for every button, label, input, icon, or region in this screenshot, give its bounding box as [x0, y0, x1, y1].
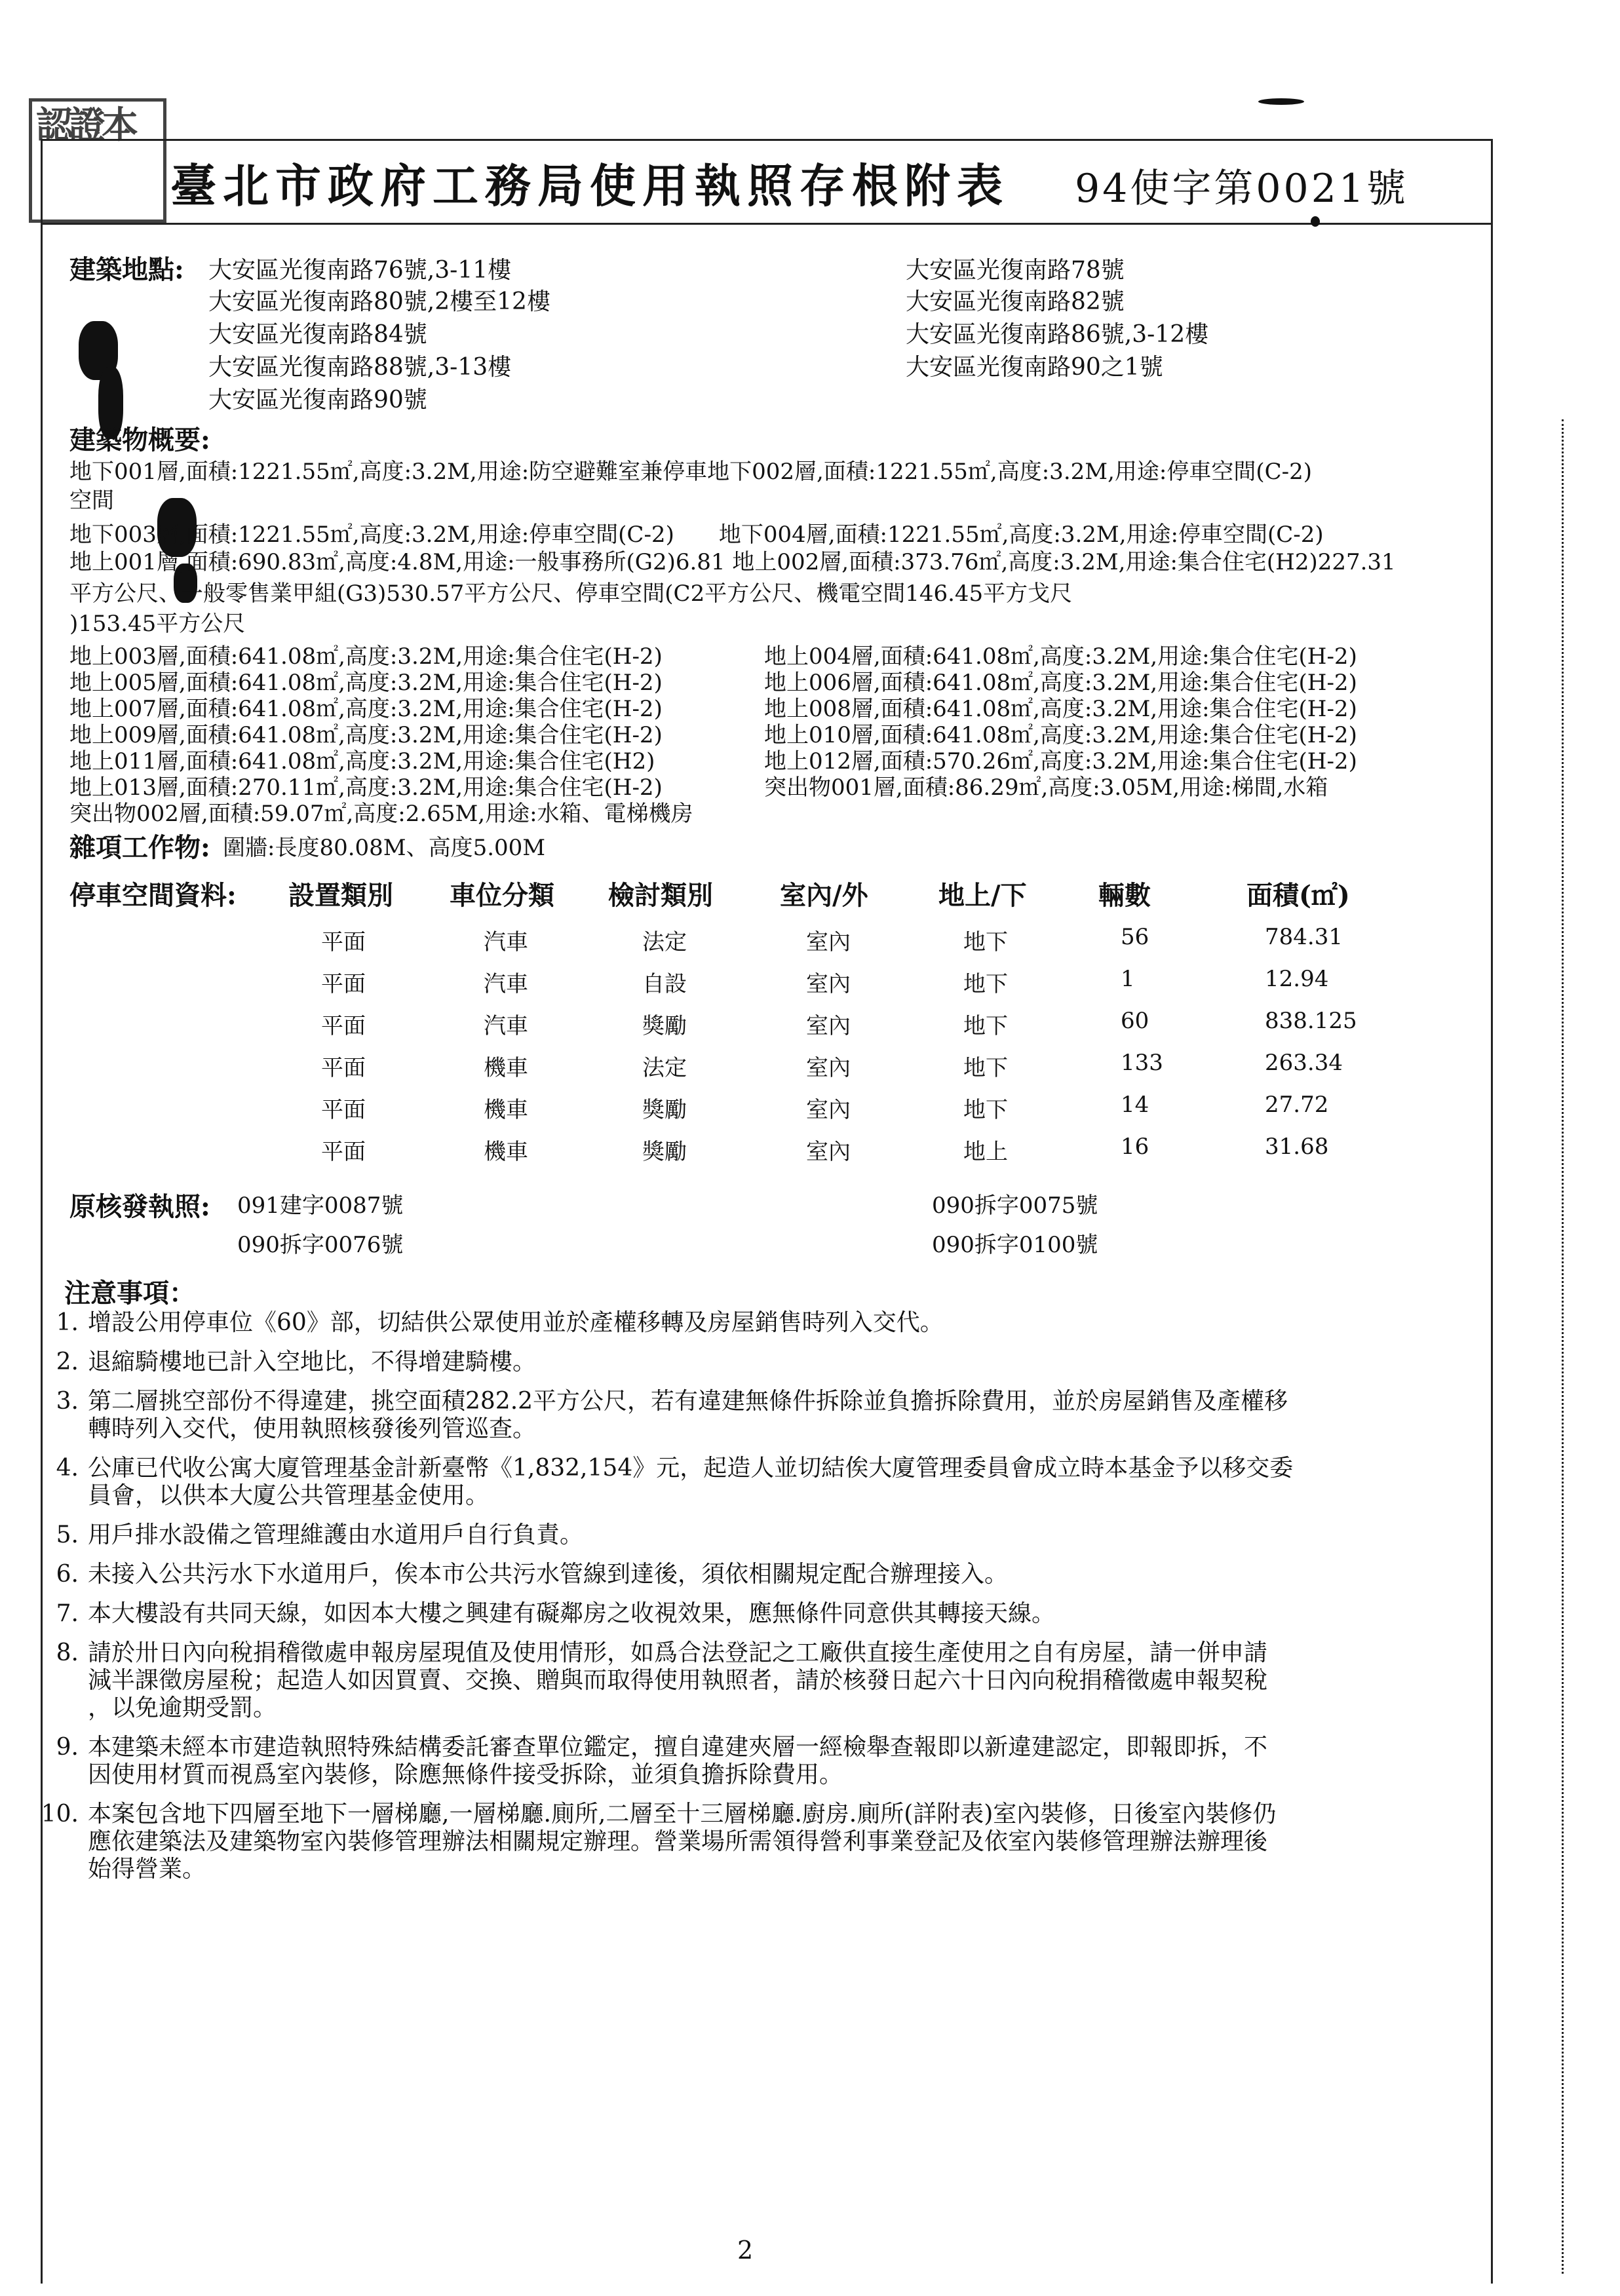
parking-label: 停車空間資料: — [69, 880, 237, 911]
parking-cell: 平面 — [321, 1055, 366, 1081]
parking-cell: 133 — [1121, 1050, 1163, 1076]
overview-line: 空間 — [69, 488, 114, 514]
site-address: 大安區光復南路82號 — [906, 288, 1125, 315]
parking-cell: 法定 — [642, 929, 687, 955]
floor-entry: 突出物002層,面積:59.07㎡,高度:2.65M,用途:水箱、電梯機房 — [69, 801, 693, 827]
parking-cell: 法定 — [642, 1055, 687, 1081]
note-number: 1. — [56, 1309, 79, 1336]
misc-works-value: 圍牆:長度80.08M、高度5.00M — [223, 835, 546, 861]
page-number: 2 — [737, 2236, 754, 2265]
note-number: 2. — [56, 1349, 79, 1375]
permit-number: 94使字第0021號 — [1075, 166, 1409, 212]
parking-header: 面積(㎡) — [1246, 880, 1350, 911]
parking-cell: 838.125 — [1265, 1008, 1357, 1034]
site-address: 大安區光復南路78號 — [906, 257, 1125, 284]
note-number: 3. — [56, 1388, 79, 1415]
parking-cell: 室內 — [806, 1055, 851, 1081]
note-number: 7. — [56, 1600, 79, 1627]
parking-cell: 16 — [1121, 1134, 1149, 1160]
parking-cell: 56 — [1121, 924, 1149, 950]
overview-line: 地上001層,面積:690.83㎡,高度:4.8M,用途:一般事務所(G2)6.81 地上002層,面積:373.76㎡,高度:3.2M,用途:集合住宅(H2)227.31 — [69, 549, 1396, 575]
floor-entry: 地上009層,面積:641.08㎡,高度:3.2M,用途:集合住宅(H-2) — [69, 722, 663, 748]
parking-cell: 汽車 — [484, 971, 528, 997]
note-item — [39, 1561, 1008, 1588]
ink-smudge — [1258, 98, 1304, 105]
floor-entry: 地上013層,面積:270.11㎡,高度:3.2M,用途:集合住宅(H-2) — [69, 775, 663, 801]
parking-cell: 獎勵 — [642, 1097, 687, 1123]
parking-cell: 室內 — [806, 1139, 851, 1165]
parking-header: 地上/下 — [938, 880, 1027, 911]
overview-line: 平方公尺、一般零售業甲組(G3)530.57平方公尺、停車空間(C2平方公尺、機電空間146.45平方戈尺 — [69, 581, 1073, 607]
site-address: 大安區光復南路88號,3-13樓 — [208, 354, 512, 381]
note-item — [39, 1600, 1055, 1628]
parking-cell: 室內 — [806, 929, 851, 955]
note-line: 增設公用停車位《60》部，切結供公眾使用並於產權移轉及房屋銷售時列入交代。 — [88, 1309, 944, 1336]
floor-entry: 地上012層,面積:570.26㎡,高度:3.2M,用途:集合住宅(H-2) — [764, 748, 1357, 775]
note-number: 10. — [41, 1801, 79, 1827]
parking-header: 車位分類 — [450, 880, 554, 911]
note-line: 本建築未經本市建造執照特殊結構委託審查單位鑑定，擅自違建夾層一經檢舉查報即以新違建認定，即報即拆，不 — [88, 1734, 1268, 1761]
overview-line: 地下003層,面積:1221.55㎡,高度:3.2M,用途:停車空間(C-2) 地下004層,面積:1221.55㎡,高度:3.2M,用途:停車空間(C-2) — [69, 522, 1324, 548]
note-line: 用戶排水設備之管理維護由水道用戶自行負責。 — [88, 1521, 584, 1548]
parking-cell: 室內 — [806, 971, 851, 997]
note-item — [39, 1349, 536, 1376]
note-item — [39, 1521, 583, 1549]
parking-cell: 獎勵 — [642, 1013, 687, 1039]
certification-seal: 認證本 — [29, 98, 166, 223]
parking-cell: 60 — [1121, 1008, 1149, 1034]
parking-cell: 室內 — [806, 1097, 851, 1123]
parking-cell: 機車 — [484, 1097, 528, 1123]
parking-cell: 機車 — [484, 1139, 528, 1165]
original-permit: 091建字0087號 — [237, 1193, 404, 1219]
note-line: 退縮騎樓地已計入空地比，不得增建騎樓。 — [88, 1349, 537, 1375]
original-permits-label: 原核發執照: — [69, 1191, 210, 1222]
site-address: 大安區光復南路76號,3-11樓 — [208, 257, 512, 284]
overview-line: )153.45平方公尺 — [69, 611, 246, 637]
parking-header: 設置類別 — [288, 880, 393, 911]
note-line: 公庫已代收公寓大廈管理基金計新臺幣《1,832,154》元，起造人並切結俟大廈管理委員會成立時本基金予以移交委 — [88, 1455, 1294, 1482]
note-line: 減半課徵房屋稅；起造人如因買賣、交換、贈與而取得使用執照者，請於核發日起六十日內向稅捐稽徵處申報契稅 — [88, 1667, 1268, 1694]
floor-entry: 地上011層,面積:641.08㎡,高度:3.2M,用途:集合住宅(H2) — [69, 748, 655, 775]
parking-cell: 汽車 — [484, 1013, 528, 1039]
parking-cell: 地下 — [963, 929, 1008, 955]
note-line: 應依建築法及建築物室內裝修管理辦法相關規定辦理。營業場所需領得營利事業登記及依室內裝修管理辦法辦理後 — [88, 1828, 1268, 1855]
parking-cell: 機車 — [484, 1055, 528, 1081]
note-item — [39, 1639, 1267, 1722]
parking-cell: 自設 — [642, 971, 687, 997]
floor-entry: 地上010層,面積:641.08㎡,高度:3.2M,用途:集合住宅(H-2) — [764, 722, 1357, 748]
parking-cell: 31.68 — [1265, 1134, 1329, 1160]
parking-cell: 平面 — [321, 1139, 366, 1165]
note-item — [39, 1455, 1293, 1510]
site-address: 大安區光復南路90之1號 — [906, 354, 1163, 381]
floor-entry: 地上003層,面積:641.08㎡,高度:3.2M,用途:集合住宅(H-2) — [69, 643, 663, 670]
parking-cell: 平面 — [321, 1013, 366, 1039]
floor-entry: 地上004層,面積:641.08㎡,高度:3.2M,用途:集合住宅(H-2) — [764, 643, 1357, 670]
parking-cell: 784.31 — [1265, 924, 1343, 950]
parking-header: 室內/外 — [780, 880, 868, 911]
note-line: 本案包含地下四層至地下一層梯廳,一層梯廳.廁所,二層至十三層梯廳.廚房.廁所(詳附表)室內裝修，日後室內裝修仍 — [88, 1801, 1277, 1827]
note-line: 請於卅日內向稅捐稽徵處申報房屋現值及使用情形，如爲合法登記之工廠供直接生產使用之自有房屋，請一併申請 — [88, 1639, 1268, 1666]
floor-entry: 突出物001層,面積:86.29㎡,高度:3.05M,用途:梯間,水箱 — [764, 775, 1328, 801]
parking-cell: 263.34 — [1265, 1050, 1343, 1076]
note-item — [39, 1309, 944, 1337]
note-number: 8. — [56, 1639, 79, 1666]
note-item — [39, 1734, 1267, 1789]
parking-cell: 地上 — [963, 1139, 1008, 1165]
parking-cell: 1 — [1121, 966, 1135, 992]
note-line: ，以免逾期受罰。 — [88, 1694, 277, 1721]
parking-header: 輛數 — [1098, 880, 1151, 911]
page-title: 臺北市政府工務局使用執照存根附表 — [170, 159, 1009, 213]
note-line: 第二層挑空部份不得違建，挑空面積282.2平方公尺，若有違建無條件拆除並負擔拆除費用，並於房屋銷售及產權移 — [88, 1388, 1288, 1415]
parking-cell: 地下 — [963, 971, 1008, 997]
site-address: 大安區光復南路84號 — [208, 321, 427, 348]
note-line: 因使用材質而視爲室內裝修，除應無條件接受拆除，並須負擔拆除費用。 — [88, 1761, 843, 1788]
parking-cell: 地下 — [963, 1055, 1008, 1081]
note-line: 本大樓設有共同天線，如因本大樓之興建有礙鄰房之收視效果，應無條件同意供其轉接天線。 — [88, 1600, 1056, 1627]
overview-line: 地下001層,面積:1221.55㎡,高度:3.2M,用途:防空避難室兼停車地下002層,面積:1221.55㎡,高度:3.2M,用途:停車空間(C-2) — [69, 459, 1312, 485]
parking-cell: 地下 — [963, 1013, 1008, 1039]
parking-cell: 室內 — [806, 1013, 851, 1039]
note-line: 轉時列入交代，使用執照核發後列管巡查。 — [88, 1415, 537, 1442]
site-address: 大安區光復南路80號,2樓至12樓 — [208, 288, 550, 315]
note-item — [39, 1388, 1288, 1443]
overview-label: 建築物概要: — [69, 425, 210, 455]
note-number: 4. — [56, 1455, 79, 1482]
ink-smudge — [1311, 216, 1320, 227]
notes-label: 注意事項： — [64, 1278, 195, 1309]
original-permit: 090拆字0076號 — [237, 1232, 404, 1258]
site-address: 大安區光復南路86號,3-12樓 — [906, 321, 1209, 348]
floor-entry: 地上005層,面積:641.08㎡,高度:3.2M,用途:集合住宅(H-2) — [69, 670, 663, 696]
parking-cell: 平面 — [321, 971, 366, 997]
floor-entry: 地上008層,面積:641.08㎡,高度:3.2M,用途:集合住宅(H-2) — [764, 696, 1357, 722]
parking-cell: 地下 — [963, 1097, 1008, 1123]
parking-cell: 12.94 — [1265, 966, 1329, 992]
parking-cell: 27.72 — [1265, 1092, 1329, 1118]
note-number: 5. — [56, 1521, 79, 1548]
parking-cell: 平面 — [321, 1097, 366, 1123]
parking-cell: 獎勵 — [642, 1139, 687, 1165]
title-rule — [41, 223, 1491, 225]
note-line: 員會，以供本大廈公共管理基金使用。 — [88, 1482, 490, 1509]
note-line: 始得營業。 — [88, 1856, 206, 1883]
note-number: 9. — [56, 1734, 79, 1761]
parking-cell: 平面 — [321, 929, 366, 955]
original-permit: 090拆字0100號 — [932, 1232, 1098, 1258]
site-address: 大安區光復南路90號 — [208, 387, 427, 413]
parking-header: 檢討類別 — [608, 880, 713, 911]
parking-cell: 14 — [1121, 1092, 1149, 1118]
parking-cell: 汽車 — [484, 929, 528, 955]
note-line: 未接入公共污水下水道用戶，俟本市公共污水管線到達後，須依相關規定配合辦理接入。 — [88, 1561, 1009, 1588]
floor-entry: 地上007層,面積:641.08㎡,高度:3.2M,用途:集合住宅(H-2) — [69, 696, 663, 722]
note-number: 6. — [56, 1561, 79, 1588]
site-label: 建築地點: — [69, 254, 184, 285]
misc-works-label: 雜項工作物: — [69, 832, 210, 863]
note-item — [39, 1801, 1276, 1883]
binding-edge — [1562, 419, 1582, 2274]
floor-entry: 地上006層,面積:641.08㎡,高度:3.2M,用途:集合住宅(H-2) — [764, 670, 1357, 696]
original-permit: 090拆字0075號 — [932, 1193, 1098, 1219]
